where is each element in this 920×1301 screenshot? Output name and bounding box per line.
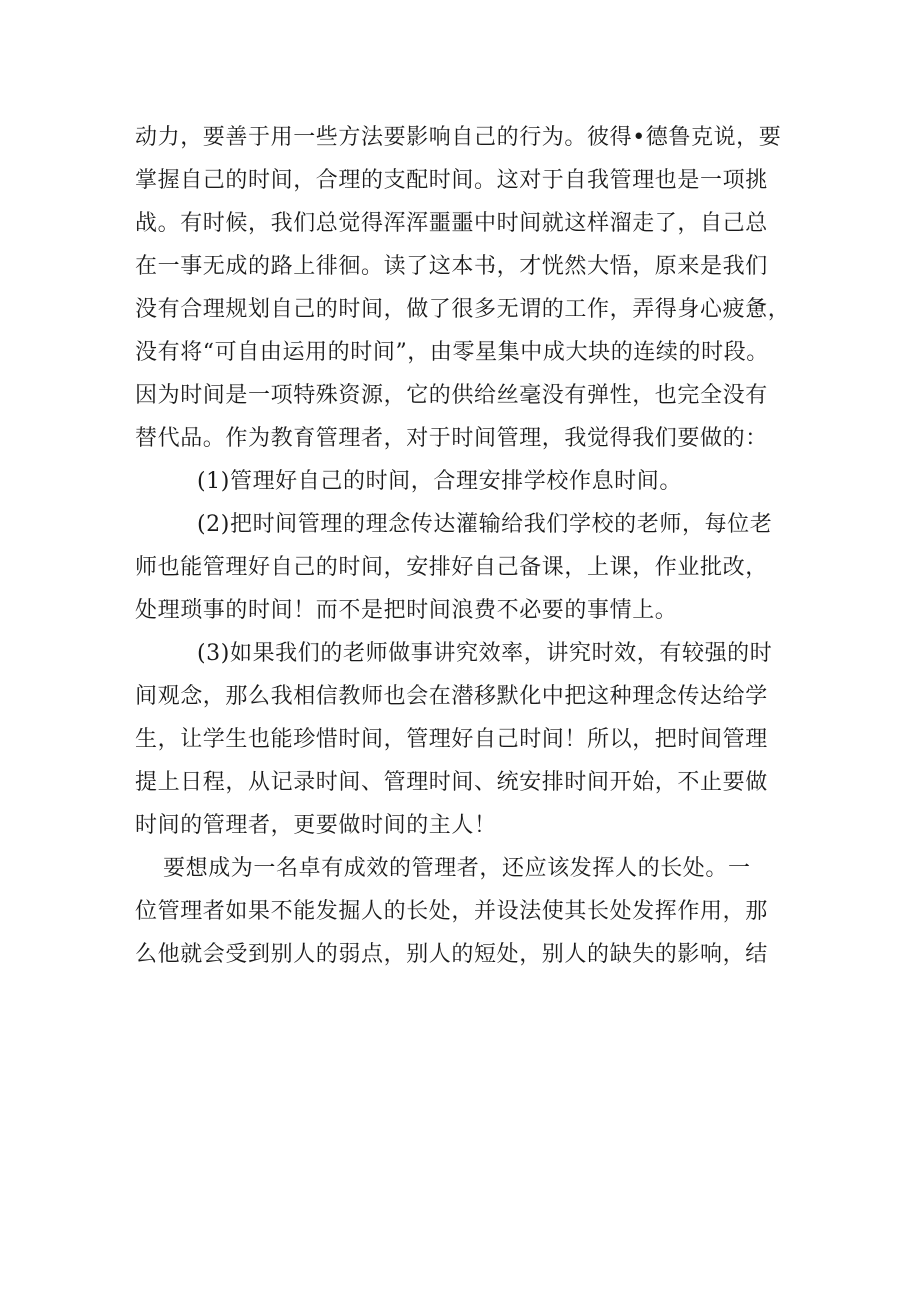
text-line: 间观念，那么我相信教师也会在潜移默化中把这种理念传达给学 xyxy=(135,684,768,709)
text-line: 动力，要善于用一些方法要影响自己的行为。彼得•德鲁克说，要 xyxy=(135,125,782,150)
paragraph-start: 要想成为一名卓有成效的管理者，还应该发挥人的长处。一 xyxy=(163,856,751,881)
list-item-3: (3)如果我们的老师做事讲究效率，讲究时效，有较强的时 xyxy=(197,641,773,666)
text-line: 位管理者如果不能发掘人的长处，并设法使其长处发挥作用，那 xyxy=(135,899,768,924)
text-line: 提上日程，从记录时间、管理时间、统安排时间开始，不止要做 xyxy=(135,770,768,795)
body-text xyxy=(135,116,815,976)
list-item-1: (1)管理好自己的时间，合理安排学校作息时间。 xyxy=(197,469,682,494)
text-line: 么他就会受到别人的弱点，别人的短处，别人的缺失的影响，结 xyxy=(135,942,768,967)
text-line: 在一事无成的路上徘徊。读了这本书，才恍然大悟，原来是我们 xyxy=(135,254,768,279)
text-line: 生，让学生也能珍惜时间，管理好自己时间！所以，把时间管理 xyxy=(135,727,768,752)
list-item-2: (2)把时间管理的理念传达灌输给我们学校的老师，每位老 xyxy=(197,512,773,537)
text-line: 时间的管理者，更要做时间的主人！ xyxy=(135,813,497,838)
text-line: 战。有时候，我们总觉得浑浑噩噩中时间就这样溜走了，自己总 xyxy=(135,211,768,236)
text-line: 掌握自己的时间，合理的支配时间。这对于自我管理也是一项挑 xyxy=(135,168,768,193)
text-line: 没有合理规划自己的时间，做了很多无谓的工作，弄得身心疲惫， xyxy=(135,297,791,322)
text-line: 处理琐事的时间！而不是把时间浪费不必要的事情上。 xyxy=(135,598,678,623)
text-line: 替代品。作为教育管理者，对于时间管理，我觉得我们要做的： xyxy=(135,426,768,451)
text-line: 师也能管理好自己的时间，安排好自己备课，上课，作业批改， xyxy=(135,555,768,580)
text-line: 因为时间是一项特殊资源，它的供给丝毫没有弹性，也完全没有 xyxy=(135,383,768,408)
text-line: 没有将“可自由运用的时间”，由零星集中成大块的连续的时段。 xyxy=(135,340,769,365)
